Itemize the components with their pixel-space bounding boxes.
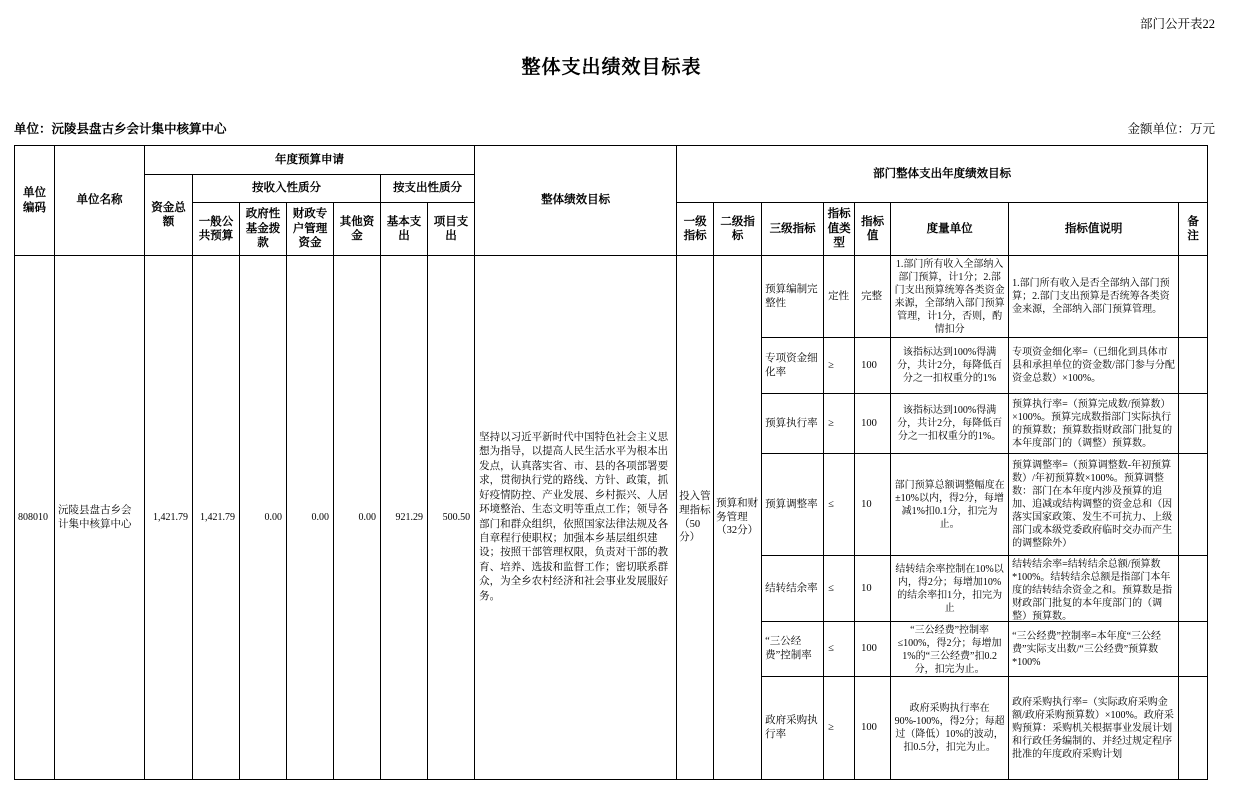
indicator-value-type-cell: ≥ (824, 677, 855, 780)
col-header-by-income-nature: 按收入性质分 (193, 175, 381, 203)
indicator-value-cell: 10 (855, 556, 891, 622)
total-funds-cell: 1,421.79 (145, 256, 193, 780)
col-header-basic-expenditure: 基本支出 (381, 203, 428, 256)
indicator-value-type-cell: ≥ (824, 338, 855, 394)
meta-row (14, 119, 1215, 137)
col-header-unit-code: 单位编码 (15, 146, 55, 256)
col-header-by-expenditure-nature: 按支出性质分 (381, 175, 475, 203)
col-header-other-funds: 其他资金 (334, 203, 381, 256)
project-expenditure-cell: 500.50 (428, 256, 475, 780)
col-header-dept-annual-performance-goal: 部门整体支出年度绩效目标 (677, 146, 1208, 203)
indicator-value-cell: 100 (855, 677, 891, 780)
unit-label: 单位：沅陵县盘古乡会计集中核算中心 (14, 122, 227, 136)
level3-indicator-cell: 预算编制完整性 (762, 256, 824, 338)
col-header-project-expenditure: 项目支出 (428, 203, 475, 256)
level3-indicator-cell: 专项资金细化率 (762, 338, 824, 394)
gov-fund-allocation-cell: 0.00 (240, 256, 287, 780)
indicator-value-desc-cell: 预算执行率=（预算完成数/预算数）×100%。预算完成数指部门实际执行的预算数；预算数指财政部门批复的本年度部门的（调整）预算数。 (1009, 394, 1179, 454)
indicator-value-desc-cell: 结转结余率=结转结余总额/预算数*100%。结转结余总额是指部门本年度的结转结余资金之和。预算数是指财政部门批复的本年度部门的（调整）预算数。 (1009, 556, 1179, 622)
measure-unit-cell: 1.部门所有收入全部纳入部门预算，计1分；2.部门支出预算统筹各类资金来源，全部纳入部门预算管理，计1分，否则，酌情扣分 (891, 256, 1009, 338)
col-header-remark: 备注 (1179, 203, 1208, 256)
indicator-value-desc-cell: 政府采购执行率=（实际政府采购金额/政府采购预算数）×100%。政府采购预算：采购机关根据事业发展计划和行政任务编制的、并经过规定程序批准的年度政府采购计划 (1009, 677, 1179, 780)
measure-unit-cell: 该指标达到100%得满分，共计2分，每降低百分之一扣权重分的1% (891, 338, 1009, 394)
col-header-measure-unit: 度量单位 (891, 203, 1009, 256)
col-header-unit-name: 单位名称 (55, 146, 145, 256)
amount-unit-label: 金额单位：万元 (1127, 122, 1215, 136)
col-header-indicator-value: 指标值 (855, 203, 891, 256)
col-header-fiscal-special-account: 财政专户管理资金 (287, 203, 334, 256)
level3-indicator-cell: “三公经费”控制率 (762, 622, 824, 677)
unit-name-cell: 沅陵县盘古乡会计集中核算中心 (55, 256, 145, 780)
indicator-value-cell: 完整 (855, 256, 891, 338)
remark-cell (1179, 256, 1208, 338)
measure-unit-cell: 政府采购执行率在90%-100%，得2分；每超过（降低）10%的波动，扣0.5分，扣完为止。 (891, 677, 1009, 780)
indicator-value-desc-cell: “三公经费”控制率=本年度“三公经费”实际支出数/“三公经费”预算数*100% (1009, 622, 1179, 677)
col-header-overall-performance-goal: 整体绩效目标 (475, 146, 677, 256)
remark-cell (1179, 338, 1208, 394)
indicator-value-type-cell: ≤ (824, 556, 855, 622)
col-header-level2-indicator: 二级指标 (714, 203, 762, 256)
remark-cell (1179, 454, 1208, 556)
measure-unit-cell: 该指标达到100%得满分，共计2分，每降低百分之一扣权重分的1%。 (891, 394, 1009, 454)
col-header-total-funds: 资金总额 (145, 175, 193, 256)
performance-target-table (14, 145, 1208, 780)
general-public-budget-cell: 1,421.79 (193, 256, 240, 780)
level1-indicator-cell: 投入管理指标（50分） (677, 256, 714, 780)
page-title: 整体支出绩效目标表 (521, 57, 702, 78)
indicator-value-type-cell: ≥ (824, 394, 855, 454)
indicator-value-type-cell: ≤ (824, 622, 855, 677)
corner-table-number: 部门公开表22 (1139, 17, 1215, 31)
indicator-value-desc-cell: 专项资金细化率=（已细化到具体市县和承担单位的资金数/部门参与分配资金总数）×100%。 (1009, 338, 1179, 394)
level3-indicator-cell: 结转结余率 (762, 556, 824, 622)
header-row-1 (15, 146, 1208, 175)
measure-unit-cell: 部门预算总额调整幅度在±10%以内，得2分，每增减1%扣0.1分，扣完为止。 (891, 454, 1009, 556)
col-header-annual-budget-request: 年度预算申请 (145, 146, 475, 175)
level3-indicator-cell: 政府采购执行率 (762, 677, 824, 780)
indicator-value-desc-cell: 预算调整率=（预算调整数-年初预算数）/年初预算数×100%。预算调整数：部门在本年度内涉及预算的追加、追减或结构调整的资金总和（因落实国家政策、发生不可抗力、上级部门或本级党委政府临时交办而产生的调整除外） (1009, 454, 1179, 556)
other-funds-cell: 0.00 (334, 256, 381, 780)
indicator-value-cell: 100 (855, 338, 891, 394)
indicator-value-type-cell: ≤ (824, 454, 855, 556)
indicator-value-cell: 10 (855, 454, 891, 556)
remark-cell (1179, 394, 1208, 454)
indicator-value-type-cell: 定性 (824, 256, 855, 338)
col-header-indicator-value-desc: 指标值说明 (1009, 203, 1179, 256)
basic-expenditure-cell: 921.29 (381, 256, 428, 780)
overall-performance-goal-cell: 坚持以习近平新时代中国特色社会主义思想为指导，以提高人民生活水平为根本出发点，认真落实省、市、县的各项部署要求，贯彻执行党的路线、方针、政策，抓好疫情防控、产业发展、乡村振兴、人居环境整治、生态文明等重点工作；领导各部门和群众组织，依照国家法律法规及各自章程行使职权；加强本乡基层组织建设；按照干部管理权限，负责对干部的教育、培养、选拔和监督工作；密切联系群众，为全乡农村经济和社会事业发展服好务。 (475, 256, 677, 780)
col-header-level3-indicator: 三级指标 (762, 203, 824, 256)
col-header-level1-indicator: 一级指标 (677, 203, 714, 256)
unit-code-cell: 808010 (15, 256, 55, 780)
level3-indicator-cell: 预算调整率 (762, 454, 824, 556)
col-header-general-public-budget: 一般公共预算 (193, 203, 240, 256)
remark-cell (1179, 622, 1208, 677)
indicator-value-desc-cell: 1.部门所有收入是否全部纳入部门预算；2.部门支出预算是否统筹各类资金来源，全部纳入部门预算管理。 (1009, 256, 1179, 338)
level3-indicator-cell: 预算执行率 (762, 394, 824, 454)
indicator-value-cell: 100 (855, 622, 891, 677)
col-header-indicator-value-type: 指标值类型 (824, 203, 855, 256)
level2-indicator-cell: 预算和财务管理（32分） (714, 256, 762, 780)
measure-unit-cell: “三公经费”控制率≤100%，得2分；每增加1%的“三公经费”扣0.2分，扣完为止。 (891, 622, 1009, 677)
remark-cell (1179, 677, 1208, 780)
indicator-row-1 (15, 256, 1208, 338)
col-header-gov-fund-allocation: 政府性基金拨款 (240, 203, 287, 256)
measure-unit-cell: 结转结余率控制在10%以内，得2分；每增加10%的结余率扣1分，扣完为止 (891, 556, 1009, 622)
remark-cell (1179, 556, 1208, 622)
fiscal-special-account-cell: 0.00 (287, 256, 334, 780)
indicator-value-cell: 100 (855, 394, 891, 454)
